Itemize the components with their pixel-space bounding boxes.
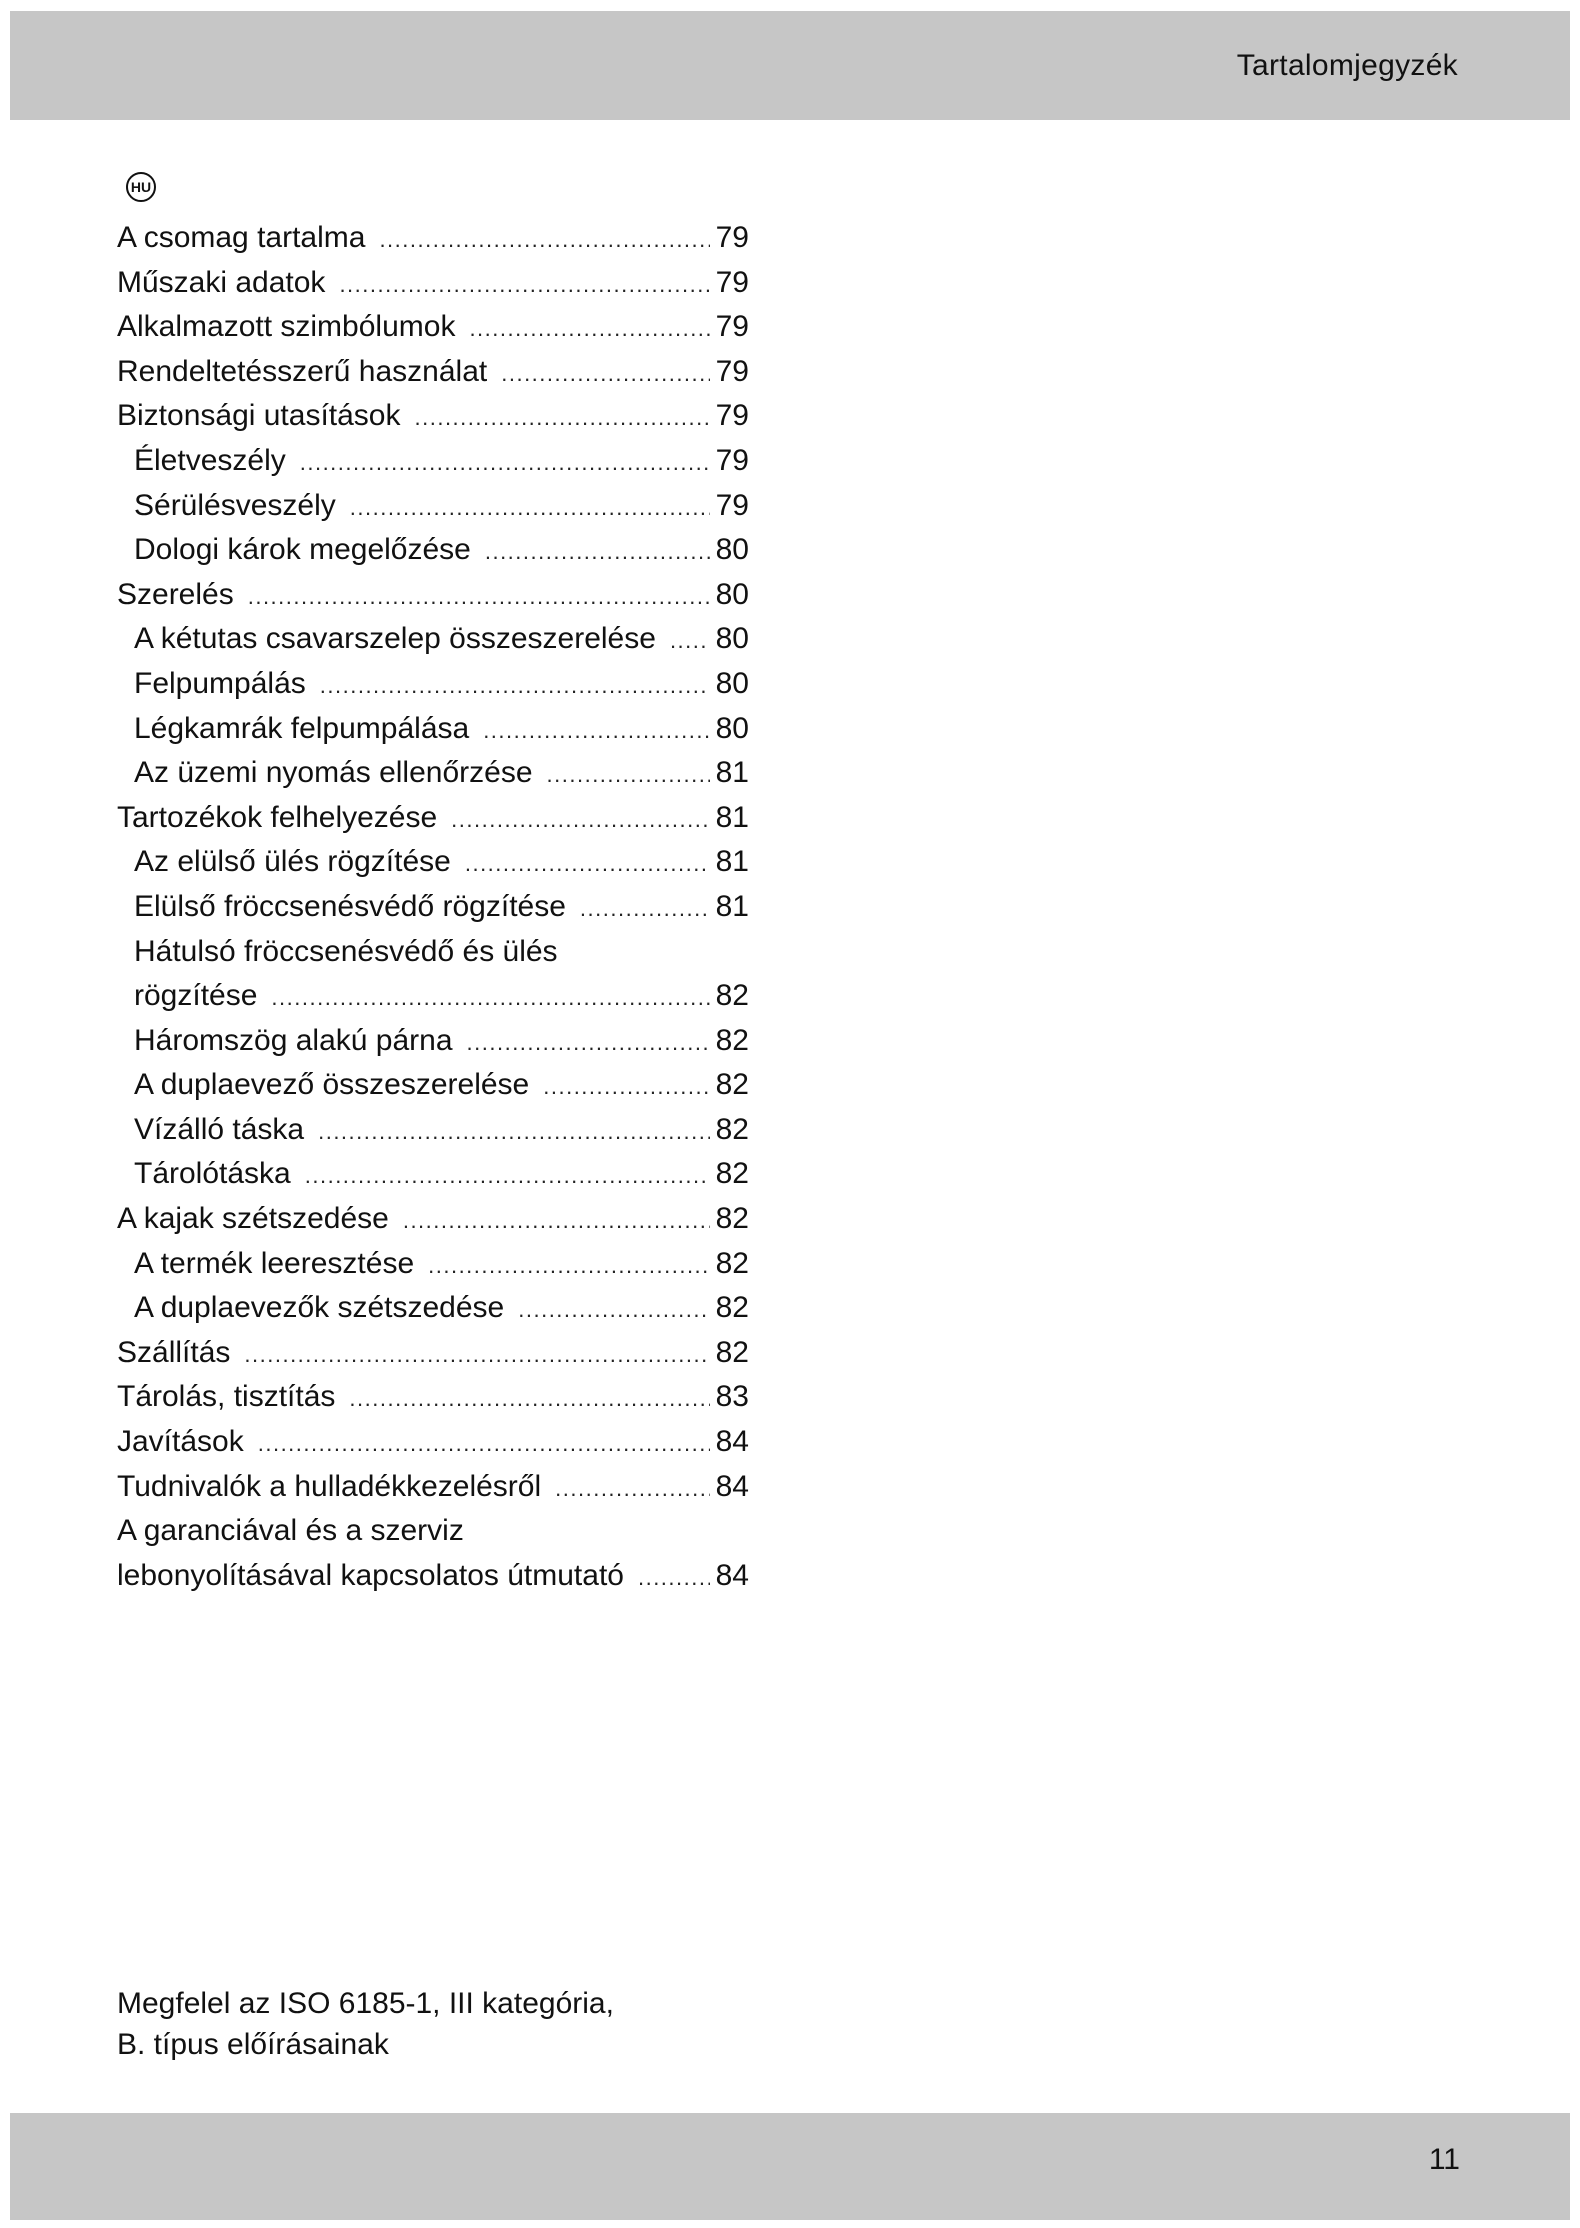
dot-leader	[451, 798, 709, 843]
toc-entry[interactable]	[117, 1465, 749, 1510]
toc-entry[interactable]	[117, 1242, 749, 1287]
dot-leader	[318, 1110, 710, 1155]
note-line: B. típus előírásainak	[117, 2028, 389, 2061]
toc-entry[interactable]	[117, 305, 749, 350]
dot-leader	[469, 307, 709, 352]
dot-leader	[465, 842, 710, 887]
toc-entry-title: Az üzemi nyomás ellenőrzése	[134, 756, 533, 790]
toc-entry-page: 80	[715, 577, 749, 611]
toc-entry-title: Hátulsó fröccsenésvédő és ülés	[134, 934, 558, 968]
dot-leader	[547, 753, 710, 798]
toc-entry-page: 84	[715, 1558, 749, 1592]
toc-entry[interactable]	[117, 1063, 749, 1108]
toc-entry-page: 82	[715, 979, 749, 1013]
dot-leader	[403, 1199, 710, 1244]
toc-entry-page: 79	[715, 221, 749, 254]
toc-entry[interactable]	[117, 840, 749, 885]
table-of-contents	[117, 216, 749, 1598]
toc-entry-page: 79	[715, 354, 749, 388]
dot-leader	[485, 530, 710, 575]
dot-leader	[428, 1244, 710, 1289]
toc-entry-title: Tárolótáska	[134, 1157, 291, 1191]
toc-entry[interactable]	[117, 662, 749, 707]
dot-leader	[350, 486, 710, 531]
toc-entry[interactable]	[117, 930, 749, 975]
page-number: 11	[1428, 2143, 1460, 2176]
toc-entry[interactable]	[117, 216, 749, 261]
dot-leader	[258, 1422, 710, 1467]
toc-entry[interactable]	[117, 885, 749, 930]
toc-entry[interactable]	[117, 1286, 749, 1331]
toc-entry-title: lebonyolításával kapcsolatos útmutató	[117, 1558, 624, 1592]
dot-leader	[555, 1467, 709, 1512]
toc-entry-title: Tárolás, tisztítás	[117, 1380, 336, 1414]
toc-entry[interactable]	[117, 1152, 749, 1197]
toc-entry-title: A csomag tartalma	[117, 221, 366, 254]
toc-entry[interactable]	[117, 1509, 749, 1554]
toc-entry-title: Műszaki adatok	[117, 265, 326, 299]
note-line: Megfelel az ISO 6185-1, III kategória,	[117, 1987, 614, 2020]
toc-entry-title: Javítások	[117, 1425, 244, 1459]
toc-entry-title: Háromszög alakú párna	[134, 1023, 453, 1057]
toc-entry-title: A termék leeresztése	[134, 1246, 415, 1280]
dot-leader	[320, 664, 710, 709]
toc-entry-title: Biztonsági utasítások	[117, 399, 401, 433]
toc-entry-page: 79	[715, 265, 749, 299]
toc-entry-page: 84	[715, 1425, 749, 1459]
toc-entry[interactable]	[117, 350, 749, 395]
toc-entry-page: 81	[715, 845, 749, 879]
dot-leader	[305, 1154, 710, 1199]
toc-entry[interactable]	[117, 394, 749, 439]
toc-entry-page: 83	[715, 1380, 749, 1414]
toc-entry-title: Légkamrák felpumpálása	[134, 711, 470, 745]
dot-leader	[248, 575, 710, 620]
toc-entry-page: 81	[715, 889, 749, 923]
dot-leader	[415, 396, 710, 441]
toc-entry-page: 82	[715, 1291, 749, 1325]
toc-entry[interactable]	[117, 617, 749, 662]
toc-entry-page: 82	[715, 1246, 749, 1280]
toc-entry[interactable]	[117, 751, 749, 796]
dot-leader	[379, 218, 709, 263]
toc-entry-title: Tartozékok felhelyezése	[117, 800, 438, 834]
dot-leader	[483, 709, 709, 754]
toc-entry-page: 79	[715, 443, 749, 477]
standard-compliance-note	[117, 1983, 614, 2065]
toc-entry-page: 80	[715, 533, 749, 567]
page-footer	[10, 2113, 1570, 2220]
toc-entry[interactable]	[117, 1108, 749, 1153]
dot-leader	[518, 1288, 709, 1333]
dot-leader	[670, 619, 710, 664]
toc-entry-page: 80	[715, 666, 749, 700]
dot-leader	[349, 1377, 709, 1422]
toc-entry[interactable]	[117, 439, 749, 484]
toc-entry[interactable]	[117, 707, 749, 752]
toc-entry-title: Életveszély	[134, 443, 286, 477]
toc-entry-page: 81	[715, 800, 749, 834]
toc-entry[interactable]	[117, 528, 749, 573]
toc-entry-page: 84	[715, 1469, 749, 1503]
toc-entry-page: 82	[715, 1068, 749, 1102]
dot-leader	[467, 1021, 710, 1066]
toc-entry-page: 82	[715, 1335, 749, 1369]
header-title: Tartalomjegyzék	[1236, 49, 1458, 82]
toc-entry[interactable]	[117, 1554, 749, 1599]
toc-entry-page: 79	[715, 310, 749, 344]
toc-entry-title: Elülső fröccsenésvédő rögzítése	[134, 889, 566, 923]
dot-leader	[271, 976, 709, 1021]
toc-entry[interactable]	[117, 484, 749, 529]
toc-entry-title: Felpumpálás	[134, 666, 306, 700]
toc-entry[interactable]	[117, 1331, 749, 1376]
toc-entry[interactable]	[117, 1197, 749, 1242]
page-header	[10, 11, 1570, 120]
toc-entry-title: A kajak szétszedése	[117, 1202, 389, 1236]
toc-entry-page: 82	[715, 1202, 749, 1236]
toc-entry-page: 81	[715, 756, 749, 790]
toc-entry-title: Tudnivalók a hulladékkezelésről	[117, 1469, 542, 1503]
toc-entry-title: A duplaevező összeszerelése	[134, 1068, 530, 1102]
toc-entry-page: 79	[715, 399, 749, 433]
toc-entry-page: 80	[715, 711, 749, 745]
dot-leader	[300, 441, 710, 486]
toc-entry[interactable]	[117, 1420, 749, 1465]
toc-entry-title: rögzítése	[134, 979, 258, 1013]
dot-leader	[501, 352, 709, 397]
toc-entry-page: 79	[715, 488, 749, 522]
toc-entry[interactable]	[117, 974, 749, 1019]
toc-entry-page: 82	[715, 1112, 749, 1146]
dot-leader	[638, 1556, 710, 1601]
dot-leader	[580, 887, 710, 932]
toc-entry-title: Sérülésveszély	[134, 488, 336, 522]
toc-entry-title: Alkalmazott szimbólumok	[117, 310, 456, 344]
toc-entry[interactable]	[117, 1019, 749, 1064]
dot-leader	[543, 1065, 709, 1110]
toc-entry-page: 82	[715, 1023, 749, 1057]
language-badge-icon: HU	[126, 172, 156, 202]
toc-entry-title: A garanciával és a szerviz	[117, 1514, 464, 1548]
toc-entry[interactable]	[117, 796, 749, 841]
toc-entry-title: Szállítás	[117, 1335, 231, 1369]
dot-leader	[244, 1333, 709, 1378]
toc-entry[interactable]	[117, 573, 749, 618]
dot-leader	[339, 263, 709, 308]
toc-entry[interactable]	[117, 1375, 749, 1420]
toc-entry-title: Vízálló táska	[134, 1112, 305, 1146]
toc-entry-page: 80	[715, 622, 749, 656]
toc-entry-page: 82	[715, 1157, 749, 1191]
toc-entry-title: Szerelés	[117, 577, 234, 611]
toc-entry[interactable]	[117, 261, 749, 306]
toc-entry-title: Dologi károk megelőzése	[134, 533, 471, 567]
toc-entry-title: A kétutas csavarszelep összeszerelése	[134, 622, 656, 656]
toc-entry-title: Rendeltetésszerű használat	[117, 354, 488, 388]
toc-entry-title: A duplaevezők szétszedése	[134, 1291, 505, 1325]
toc-entry-title: Az elülső ülés rögzítése	[134, 845, 451, 879]
